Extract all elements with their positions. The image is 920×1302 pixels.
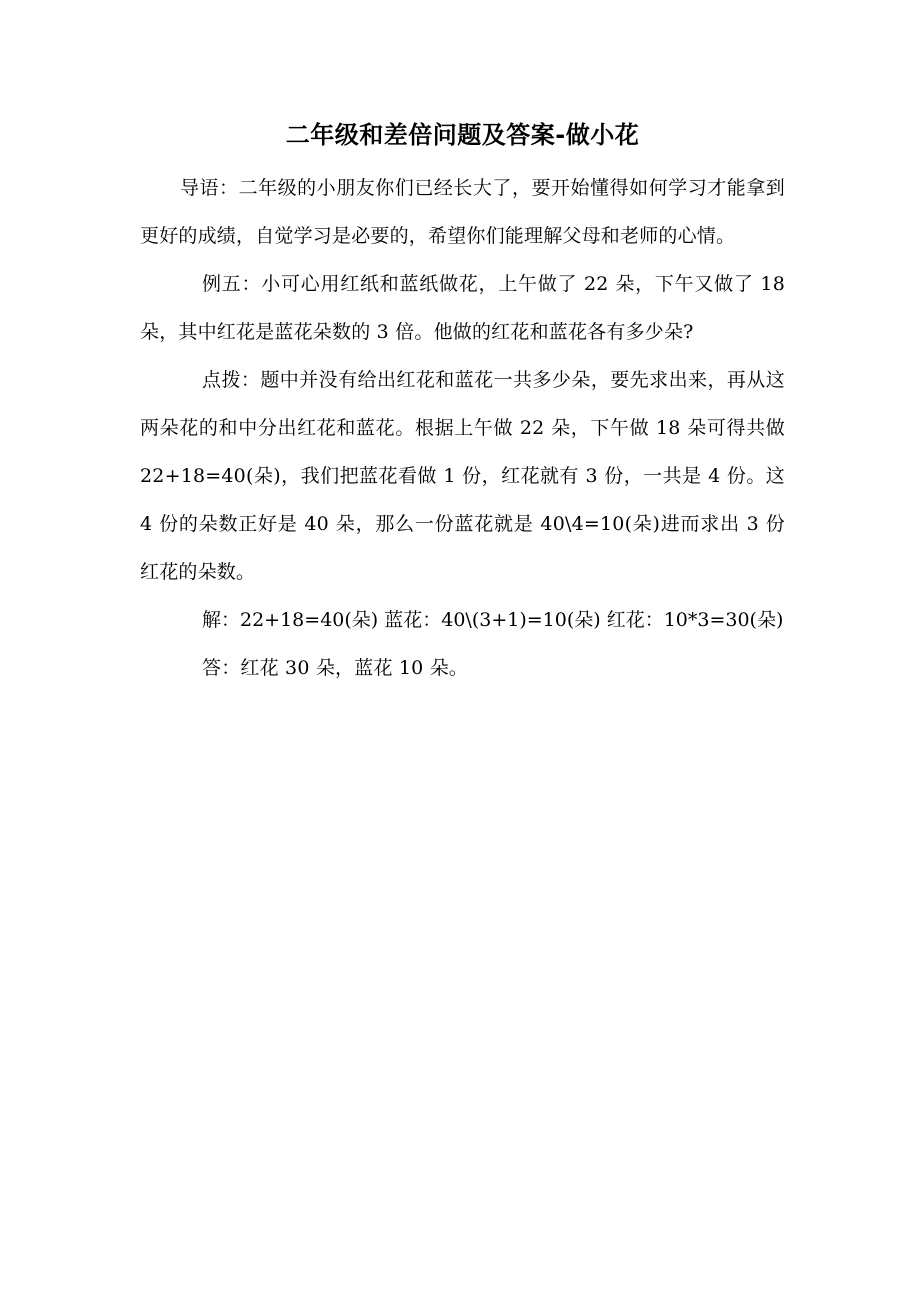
example-paragraph: 例五：小可心用红纸和蓝纸做花，上午做了 22 朵，下午又做了 18 朵，其中红花是蓝花朵数的 3 倍。他做的红花和蓝花各有多少朵? xyxy=(140,273,785,343)
document-title: 二年级和差倍问题及答案-做小花 xyxy=(285,121,640,149)
intro-paragraph: 导语：二年级的小朋友你们已经长大了，要开始懂得如何学习才能拿到更好的成绩，自觉学习是必要的，希望你们能理解父母和老师的心情。 xyxy=(140,177,785,247)
solution-line: 解：22+18=40(朵) 蓝花：40\(3+1)=10(朵) 红花：10*3=30(朵) xyxy=(202,609,784,631)
answer-line: 答：红花 30 朵，蓝花 10 朵。 xyxy=(202,657,469,679)
document-content xyxy=(140,118,785,692)
hint-paragraph: 点拨：题中并没有给出红花和蓝花一共多少朵，要先求出来，再从这两朵花的和中分出红花和蓝花。根据上午做 22 朵，下午做 18 朵可得共做 22+18=40(朵)，我们把蓝花看做 1 份，红花就有 3 份，一共是 4 份。这 4 份的朵数正好是 40 朵，那么一份蓝花就是 40\4=10(朵)进而求出 3 份红花的朵数。 xyxy=(140,369,785,583)
